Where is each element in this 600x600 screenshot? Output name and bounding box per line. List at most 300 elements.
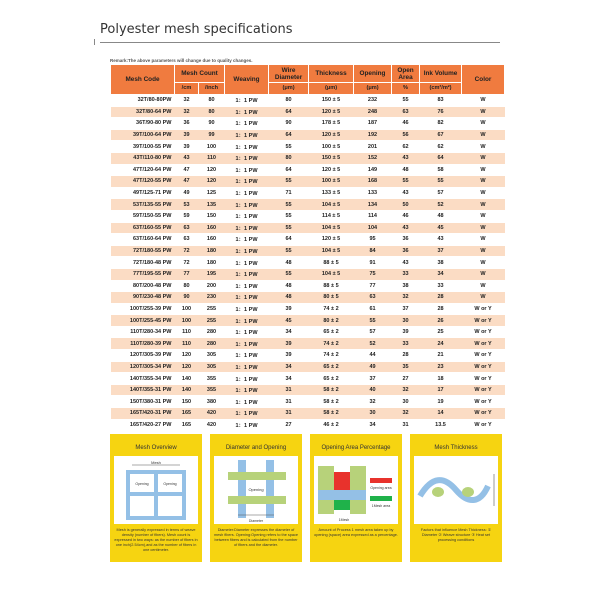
cell-open-area: 43 — [392, 152, 420, 164]
cell-count-per-cm: 110 — [175, 326, 199, 338]
cell-mesh-code: 53T/135-55 PW — [111, 199, 175, 211]
cell-count-per-inch: 305 — [199, 350, 225, 362]
cell-count-per-cm: 49 — [175, 187, 199, 199]
cell-color: W or Y — [462, 350, 505, 362]
cell-thickness: 150 ± 5 — [309, 152, 354, 164]
info-panels — [110, 434, 504, 564]
cell-open-area: 55 — [392, 176, 420, 188]
table-row — [111, 129, 505, 141]
cell-opening: 91 — [354, 257, 392, 269]
cell-mesh-code: 63T/160-55 PW — [111, 222, 175, 234]
cell-opening: 52 — [354, 338, 392, 350]
cell-ink-volume: 25 — [420, 326, 462, 338]
panel-description: Diameter:Diameter expresses the diameter of mesh fibers. Opening:Opening refers to the space between fibers and is calculated from the number of fibers and the diameter. — [214, 528, 299, 547]
cell-thickness: 58 ± 2 — [309, 396, 354, 408]
cell-color: W — [462, 118, 505, 130]
cell-wire-diameter: 64 — [269, 234, 309, 246]
cell-mesh-code: 120T/305-34 PW — [111, 361, 175, 373]
cell-color: W or Y — [462, 396, 505, 408]
cell-thickness: 120 ± 5 — [309, 106, 354, 118]
table-row — [111, 118, 505, 130]
cell-thickness: 178 ± 5 — [309, 118, 354, 130]
table-row — [111, 268, 505, 280]
cell-mesh-code: 100T/255-45 PW — [111, 315, 175, 327]
cell-ink-volume: 83 — [420, 95, 462, 107]
cell-wire-diameter: 34 — [269, 373, 309, 385]
panel-mesh-thickness — [410, 434, 502, 562]
legend-opening-swatch — [370, 478, 392, 483]
panel-title: Opening Area Percentage — [321, 445, 391, 451]
cell-color: W — [462, 95, 505, 107]
cell-mesh-code: 72T/180-55 PW — [111, 245, 175, 257]
cell-opening: 37 — [354, 373, 392, 385]
table-row — [111, 199, 505, 211]
cell-wire-diameter: 55 — [269, 199, 309, 211]
legend-mesh-swatch — [370, 496, 392, 501]
cell-open-area: 39 — [392, 326, 420, 338]
cell-count-per-inch: 355 — [199, 373, 225, 385]
remark-note: Remark:The above parameters will change due to quality changes. — [110, 58, 253, 63]
cell-wire-diameter: 39 — [269, 303, 309, 315]
cell-count-per-inch: 200 — [199, 280, 225, 292]
cell-count-per-inch: 120 — [199, 164, 225, 176]
cell-opening: 152 — [354, 152, 392, 164]
cell-mesh-code: 110T/280-39 PW — [111, 338, 175, 350]
table-row — [111, 361, 505, 373]
diameter-opening-diagram — [214, 456, 298, 524]
cell-opening: 192 — [354, 129, 392, 141]
table-row — [111, 222, 505, 234]
cell-thickness: 104 ± 5 — [309, 222, 354, 234]
cell-weaving: 1：1 PW — [225, 257, 269, 269]
open-area-diagram — [314, 456, 398, 524]
cell-wire-diameter: 55 — [269, 176, 309, 188]
cell-opening: 40 — [354, 384, 392, 396]
cell-color: W or Y — [462, 419, 505, 431]
cell-count-per-inch: 195 — [199, 268, 225, 280]
cell-color: W — [462, 164, 505, 176]
cell-opening: 168 — [354, 176, 392, 188]
cell-count-per-cm: 120 — [175, 361, 199, 373]
cell-weaving: 1：1 PW — [225, 350, 269, 362]
opening-label: Opening — [248, 487, 264, 492]
header-wire-unit: (μm) — [269, 83, 309, 95]
cell-wire-diameter: 48 — [269, 292, 309, 304]
cell-opening: 55 — [354, 315, 392, 327]
cell-count-per-cm: 32 — [175, 95, 199, 107]
cell-opening: 187 — [354, 118, 392, 130]
cell-wire-diameter: 64 — [269, 106, 309, 118]
cell-mesh-code: 140T/355-31 PW — [111, 384, 175, 396]
vertical-fiber-right — [266, 460, 274, 518]
cell-opening: 84 — [354, 245, 392, 257]
cell-weaving: 1：1 PW — [225, 303, 269, 315]
cell-mesh-code: 47T/120-64 PW — [111, 164, 175, 176]
cell-wire-diameter: 80 — [269, 95, 309, 107]
cell-mesh-code: 110T/280-34 PW — [111, 326, 175, 338]
cell-weaving: 1：1 PW — [225, 118, 269, 130]
cell-color: W — [462, 152, 505, 164]
cell-count-per-cm: 59 — [175, 210, 199, 222]
cell-ink-volume: 58 — [420, 164, 462, 176]
cell-count-per-inch: 280 — [199, 326, 225, 338]
table-row — [111, 106, 505, 118]
mesh-overview-diagram — [114, 456, 198, 524]
cell-thickness: 80 ± 2 — [309, 315, 354, 327]
cell-mesh-code: 80T/200-48 PW — [111, 280, 175, 292]
cell-opening: 248 — [354, 106, 392, 118]
cell-count-per-cm: 100 — [175, 303, 199, 315]
panel-open-area — [310, 434, 402, 562]
cell-thickness: 88 ± 5 — [309, 280, 354, 292]
cell-open-area: 33 — [392, 268, 420, 280]
cell-count-per-cm: 140 — [175, 384, 199, 396]
cell-count-per-inch: 355 — [199, 384, 225, 396]
cell-ink-volume: 37 — [420, 245, 462, 257]
one-mesh-label: 1Mesh — [338, 518, 350, 522]
cell-count-per-inch: 80 — [199, 95, 225, 107]
cell-wire-diameter: 71 — [269, 187, 309, 199]
cell-weaving: 1：1 PW — [225, 129, 269, 141]
cell-open-area: 30 — [392, 396, 420, 408]
horizontal-fiber-bottom — [228, 496, 286, 504]
cell-opening: 34 — [354, 419, 392, 431]
cell-ink-volume: 14 — [420, 408, 462, 420]
cell-count-per-inch: 150 — [199, 210, 225, 222]
table-row — [111, 141, 505, 153]
cell-color: W — [462, 106, 505, 118]
cell-weaving: 1：1 PW — [225, 384, 269, 396]
cell-weaving: 1：1 PW — [225, 292, 269, 304]
cell-mesh-code: 39T/100-55 PW — [111, 141, 175, 153]
cell-count-per-cm: 110 — [175, 338, 199, 350]
mesh-label: Mesh — [151, 460, 161, 465]
cell-count-per-inch: 135 — [199, 199, 225, 211]
cell-opening: 149 — [354, 164, 392, 176]
header-mesh-code: Mesh Code — [111, 65, 175, 95]
table-row — [111, 245, 505, 257]
cross-fiber-left — [432, 487, 444, 497]
cell-opening: 30 — [354, 408, 392, 420]
cell-weaving: 1：1 PW — [225, 152, 269, 164]
panel-description: Mesh is generally expressed in terms of weave density (number of fibers). Mesh count is expressed in two ways: as the number of fibers in one inch(2.54cm),and as the number of fibers in one centimeter. — [114, 528, 198, 552]
cell-color: W — [462, 245, 505, 257]
opening-area-shape — [334, 472, 350, 490]
cell-opening: 232 — [354, 95, 392, 107]
vertical-fiber-left — [238, 460, 246, 518]
cell-ink-volume: 48 — [420, 210, 462, 222]
cell-color: W — [462, 234, 505, 246]
cell-weaving: 1：1 PW — [225, 338, 269, 350]
cell-open-area: 62 — [392, 141, 420, 153]
cell-weaving: 1：1 PW — [225, 408, 269, 420]
cell-wire-diameter: 27 — [269, 419, 309, 431]
cross-fiber-right — [462, 487, 474, 497]
cell-count-per-cm: 53 — [175, 199, 199, 211]
cell-open-area: 27 — [392, 373, 420, 385]
cell-thickness: 65 ± 2 — [309, 326, 354, 338]
cell-opening: 61 — [354, 303, 392, 315]
cell-ink-volume: 18 — [420, 373, 462, 385]
cell-mesh-code: 49T/125-71 PW — [111, 187, 175, 199]
cell-count-per-cm: 150 — [175, 396, 199, 408]
cell-weaving: 1：1 PW — [225, 419, 269, 431]
cell-thickness: 46 ± 2 — [309, 419, 354, 431]
cell-ink-volume: 17 — [420, 384, 462, 396]
cell-count-per-inch: 80 — [199, 106, 225, 118]
cell-wire-diameter: 34 — [269, 326, 309, 338]
cell-open-area: 43 — [392, 187, 420, 199]
cell-weaving: 1：1 PW — [225, 141, 269, 153]
horizontal-fiber-top — [228, 472, 286, 480]
cell-weaving: 1：1 PW — [225, 373, 269, 385]
cell-open-area: 56 — [392, 129, 420, 141]
cell-open-area: 31 — [392, 419, 420, 431]
cell-color: W or Y — [462, 338, 505, 350]
cell-mesh-code: 43T/110-80 PW — [111, 152, 175, 164]
cell-count-per-cm: 72 — [175, 245, 199, 257]
cell-mesh-code: 120T/305-39 PW — [111, 350, 175, 362]
table-row — [111, 350, 505, 362]
cell-count-per-cm: 165 — [175, 408, 199, 420]
cell-mesh-code: 36T/90-80 PW — [111, 118, 175, 130]
cell-open-area: 55 — [392, 95, 420, 107]
table-row — [111, 396, 505, 408]
cell-color: W — [462, 292, 505, 304]
cell-count-per-inch: 420 — [199, 419, 225, 431]
spec-table — [110, 64, 505, 431]
cell-wire-diameter: 48 — [269, 280, 309, 292]
cell-mesh-code: 63T/160-64 PW — [111, 234, 175, 246]
cell-color: W or Y — [462, 303, 505, 315]
cell-open-area: 37 — [392, 303, 420, 315]
cell-wire-diameter: 55 — [269, 268, 309, 280]
cell-wire-diameter: 45 — [269, 315, 309, 327]
panel-title: Diameter and Opening — [225, 445, 287, 451]
cell-opening: 49 — [354, 361, 392, 373]
cell-opening: 77 — [354, 280, 392, 292]
cell-ink-volume: 67 — [420, 129, 462, 141]
cell-color: W or Y — [462, 361, 505, 373]
cell-thickness: 58 ± 2 — [309, 408, 354, 420]
table-row — [111, 95, 505, 107]
cell-count-per-cm: 63 — [175, 234, 199, 246]
cell-weaving: 1：1 PW — [225, 106, 269, 118]
cell-ink-volume: 19 — [420, 396, 462, 408]
cell-ink-volume: 28 — [420, 292, 462, 304]
cell-ink-volume: 82 — [420, 118, 462, 130]
cell-open-area: 43 — [392, 257, 420, 269]
cell-count-per-cm: 72 — [175, 257, 199, 269]
cell-thickness: 65 ± 2 — [309, 373, 354, 385]
cell-weaving: 1：1 PW — [225, 222, 269, 234]
cell-count-per-cm: 120 — [175, 350, 199, 362]
panel-title: Mesh Overview — [135, 445, 177, 451]
cell-count-per-inch: 110 — [199, 152, 225, 164]
cell-mesh-code: 150T/380-31 PW — [111, 396, 175, 408]
cell-opening: 134 — [354, 199, 392, 211]
cell-weaving: 1：1 PW — [225, 176, 269, 188]
cell-count-per-cm: 100 — [175, 315, 199, 327]
cell-wire-diameter: 31 — [269, 408, 309, 420]
cell-opening: 57 — [354, 326, 392, 338]
cell-thickness: 100 ± 5 — [309, 176, 354, 188]
opening-label-left: Opening — [135, 482, 149, 486]
cell-thickness: 150 ± 5 — [309, 95, 354, 107]
table-row — [111, 326, 505, 338]
cell-open-area: 32 — [392, 292, 420, 304]
cell-color: W — [462, 176, 505, 188]
table-row — [111, 164, 505, 176]
cell-color: W — [462, 268, 505, 280]
cell-mesh-code: 140T/355-34 PW — [111, 373, 175, 385]
cell-color: W or Y — [462, 384, 505, 396]
cell-opening: 44 — [354, 350, 392, 362]
table-row — [111, 176, 505, 188]
cell-ink-volume: 38 — [420, 257, 462, 269]
cell-weaving: 1：1 PW — [225, 361, 269, 373]
cell-weaving: 1：1 PW — [225, 268, 269, 280]
cell-opening: 133 — [354, 187, 392, 199]
header-ink-unit: (cm³/m²) — [420, 83, 462, 95]
cell-thickness: 104 ± 5 — [309, 268, 354, 280]
header-open-area: Open Area — [392, 65, 420, 83]
cell-wire-diameter: 55 — [269, 245, 309, 257]
cell-count-per-inch: 125 — [199, 187, 225, 199]
table-row — [111, 210, 505, 222]
cell-wire-diameter: 34 — [269, 361, 309, 373]
cell-weaving: 1：1 PW — [225, 326, 269, 338]
cell-color: W — [462, 129, 505, 141]
cell-color: W or Y — [462, 326, 505, 338]
cell-thickness: 58 ± 2 — [309, 384, 354, 396]
cell-wire-diameter: 64 — [269, 164, 309, 176]
header-per-inch: /inch — [199, 83, 225, 95]
cell-ink-volume: 76 — [420, 106, 462, 118]
panel-mesh-overview — [110, 434, 202, 562]
table-row — [111, 303, 505, 315]
cell-thickness: 104 ± 5 — [309, 245, 354, 257]
cell-mesh-code: 47T/120-55 PW — [111, 176, 175, 188]
cell-wire-diameter: 90 — [269, 118, 309, 130]
cell-count-per-cm: 43 — [175, 152, 199, 164]
diameter-label: Diameter — [248, 519, 264, 523]
header-opening: Opening — [354, 65, 392, 83]
header-thickness: Thickness — [309, 65, 354, 83]
cell-opening: 104 — [354, 222, 392, 234]
cell-opening: 32 — [354, 396, 392, 408]
cell-open-area: 32 — [392, 384, 420, 396]
header-per-cm: /cm — [175, 83, 199, 95]
cell-color: W or Y — [462, 373, 505, 385]
cell-count-per-cm: 39 — [175, 129, 199, 141]
header-wire-diameter: Wire Diameter — [269, 65, 309, 83]
cell-wire-diameter: 80 — [269, 152, 309, 164]
cell-wire-diameter: 64 — [269, 129, 309, 141]
cell-count-per-inch: 380 — [199, 396, 225, 408]
cell-weaving: 1：1 PW — [225, 164, 269, 176]
cell-open-area: 33 — [392, 338, 420, 350]
cell-count-per-cm: 80 — [175, 280, 199, 292]
header-mesh-count: Mesh Count — [175, 65, 225, 83]
cell-open-area: 28 — [392, 350, 420, 362]
cell-ink-volume: 23 — [420, 361, 462, 373]
table-row — [111, 315, 505, 327]
header-thickness-unit: (μm) — [309, 83, 354, 95]
mesh-area-shape — [334, 500, 350, 510]
cell-thickness: 65 ± 2 — [309, 361, 354, 373]
spec-table-body — [111, 95, 505, 431]
table-row — [111, 419, 505, 431]
cell-ink-volume: 55 — [420, 176, 462, 188]
table-row — [111, 234, 505, 246]
cell-count-per-inch: 230 — [199, 292, 225, 304]
cell-open-area: 32 — [392, 408, 420, 420]
cell-count-per-inch: 255 — [199, 303, 225, 315]
cell-weaving: 1：1 PW — [225, 245, 269, 257]
cell-wire-diameter: 55 — [269, 222, 309, 234]
cell-thickness: 80 ± 5 — [309, 292, 354, 304]
cell-ink-volume: 13.5 — [420, 419, 462, 431]
cell-wire-diameter: 31 — [269, 384, 309, 396]
table-row — [111, 408, 505, 420]
cell-wire-diameter: 55 — [269, 210, 309, 222]
cell-ink-volume: 34 — [420, 268, 462, 280]
table-row — [111, 152, 505, 164]
cell-weaving: 1：1 PW — [225, 280, 269, 292]
cell-mesh-code: 72T/180-48 PW — [111, 257, 175, 269]
title-divider — [100, 42, 500, 43]
cell-open-area: 46 — [392, 118, 420, 130]
fiber-cross — [318, 490, 366, 500]
table-row — [111, 187, 505, 199]
page-title: Polyester mesh specifications — [100, 22, 293, 37]
cell-mesh-code: 165T/420-31 PW — [111, 408, 175, 420]
cell-count-per-inch: 280 — [199, 338, 225, 350]
cell-wire-diameter: 39 — [269, 338, 309, 350]
cell-count-per-cm: 47 — [175, 176, 199, 188]
cell-weaving: 1：1 PW — [225, 95, 269, 107]
cell-color: W — [462, 210, 505, 222]
cell-open-area: 30 — [392, 315, 420, 327]
cell-thickness: 74 ± 2 — [309, 338, 354, 350]
cell-mesh-code: 32T/80-80PW — [111, 95, 175, 107]
cell-count-per-inch: 99 — [199, 129, 225, 141]
cell-weaving: 1：1 PW — [225, 210, 269, 222]
cell-thickness: 120 ± 5 — [309, 164, 354, 176]
cell-count-per-cm: 47 — [175, 164, 199, 176]
cell-weaving: 1：1 PW — [225, 187, 269, 199]
header-opening-unit: (μm) — [354, 83, 392, 95]
cell-opening: 63 — [354, 292, 392, 304]
cell-thickness: 120 ± 5 — [309, 129, 354, 141]
cell-count-per-cm: 165 — [175, 419, 199, 431]
table-row — [111, 257, 505, 269]
cell-thickness: 133 ± 5 — [309, 187, 354, 199]
wavy-fiber — [420, 480, 488, 500]
cell-thickness: 74 ± 2 — [309, 303, 354, 315]
cell-color: W or Y — [462, 408, 505, 420]
legend-opening-label: Opening area — [370, 486, 392, 490]
header-ink-volume: Ink Volume — [420, 65, 462, 83]
cell-ink-volume: 43 — [420, 234, 462, 246]
cell-thickness: 100 ± 5 — [309, 141, 354, 153]
cell-count-per-inch: 180 — [199, 257, 225, 269]
table-row — [111, 373, 505, 385]
cell-open-area: 48 — [392, 164, 420, 176]
legend-mesh-label: 1Mesh area — [371, 504, 391, 508]
cell-thickness: 114 ± 5 — [309, 210, 354, 222]
